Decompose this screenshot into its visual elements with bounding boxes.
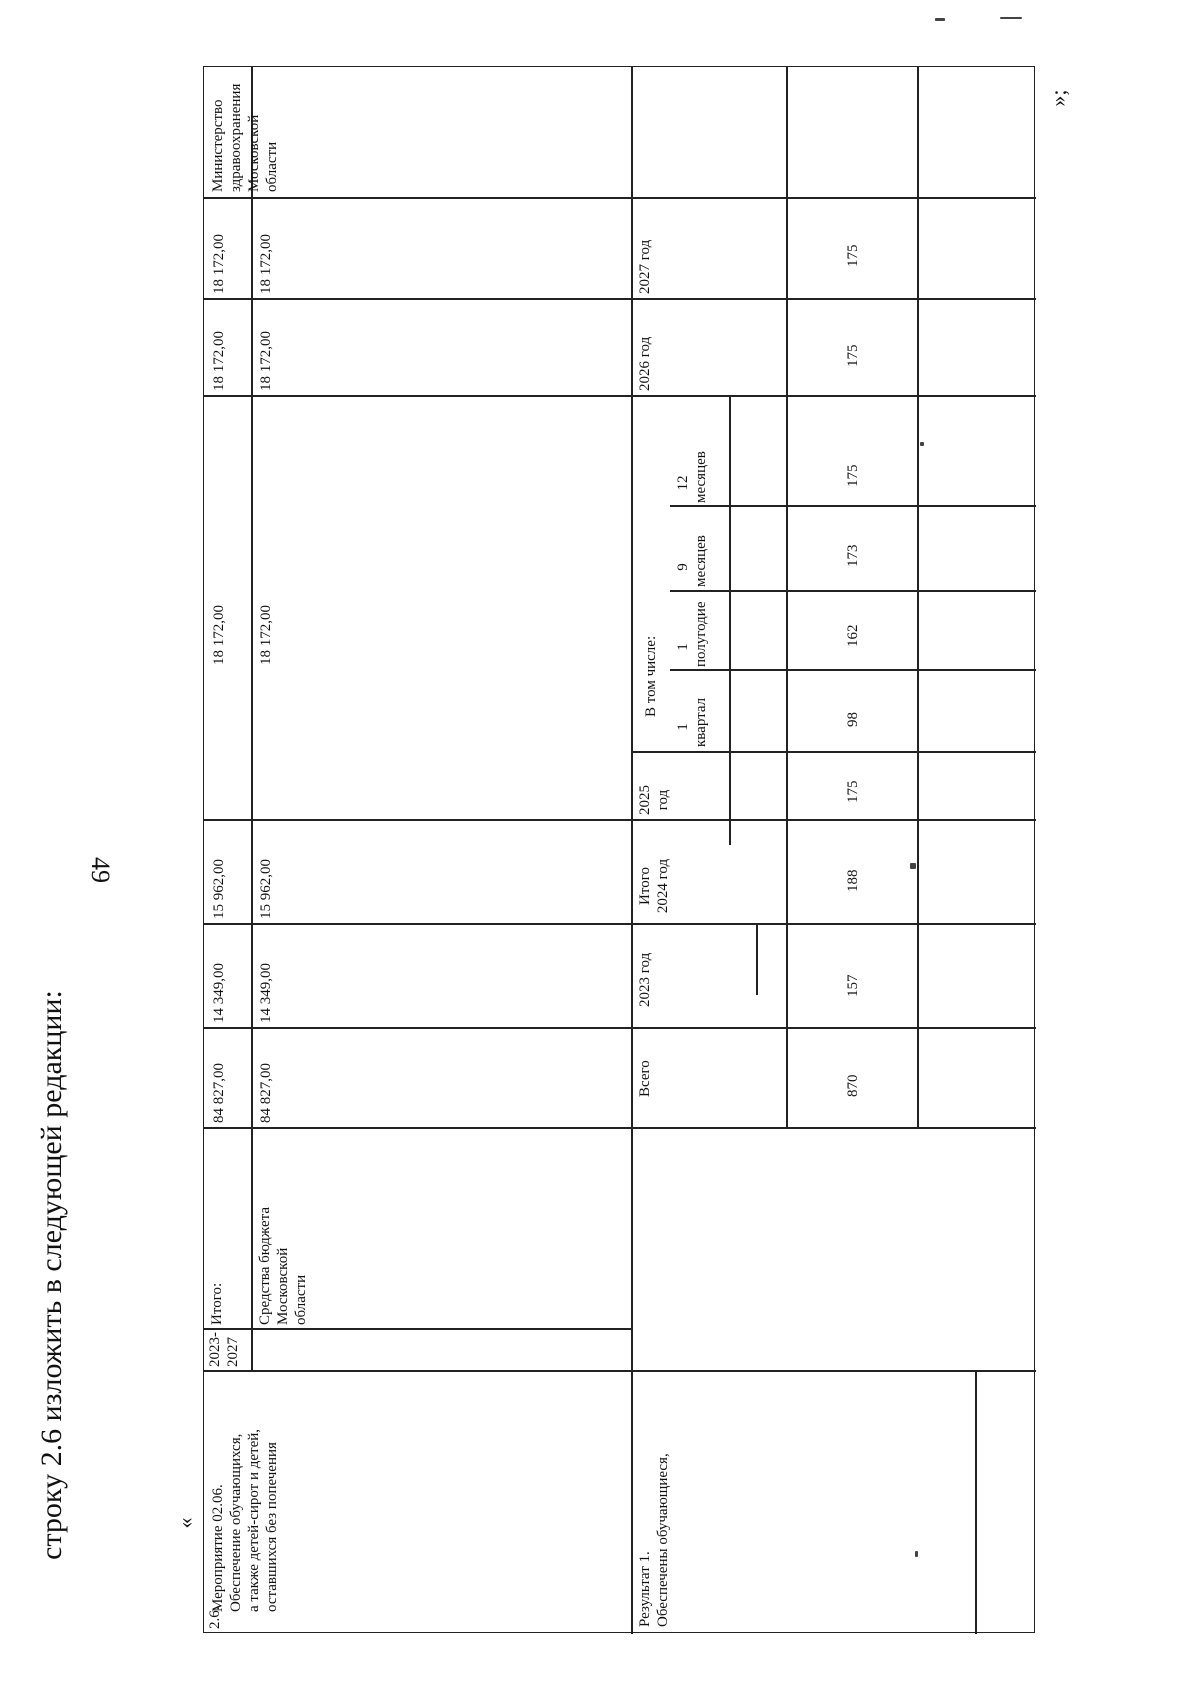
value-q1: 98 bbox=[845, 712, 861, 727]
result-name: Результат 1. Обеспечены обучающиеся, bbox=[637, 1453, 671, 1627]
header-2025: 2025 год bbox=[637, 785, 671, 815]
budget-label: Средства бюджета Московской области bbox=[257, 1206, 309, 1325]
column-line bbox=[204, 395, 1036, 397]
budget-2025-value: 18 172,00 bbox=[258, 605, 274, 665]
total-2024-value: 15 962,00 bbox=[211, 859, 227, 919]
activity-number: 2.6. bbox=[207, 1606, 223, 1629]
column-line bbox=[631, 751, 1036, 753]
sub-row-divider bbox=[786, 67, 788, 1127]
column-line bbox=[670, 505, 1036, 507]
value-2025: 175 bbox=[845, 780, 861, 803]
scan-noise-mark bbox=[1000, 17, 1022, 19]
sub-row-divider bbox=[917, 67, 919, 1127]
header-h1: 1 полугодие bbox=[675, 601, 709, 667]
activity-name: Мероприятие 02.06. Обеспечение обучающихся, а также детей-сирот и детей, оставшихся без попечения bbox=[210, 1428, 280, 1612]
budget-all-value: 84 827,00 bbox=[258, 1063, 274, 1123]
column-line bbox=[670, 590, 1036, 592]
row-divider bbox=[631, 67, 633, 1634]
column-line bbox=[670, 669, 1036, 671]
total-2027-value: 18 172,00 bbox=[211, 234, 227, 294]
column-line bbox=[204, 1328, 631, 1330]
value-2026: 175 bbox=[845, 344, 861, 367]
sub-row-divider bbox=[251, 67, 253, 1370]
column-line bbox=[204, 1127, 1036, 1129]
header-9m: 9 месяцев bbox=[675, 535, 709, 587]
value-9m: 173 bbox=[845, 544, 861, 567]
close-quote: »; bbox=[1045, 89, 1071, 107]
scan-noise-mark bbox=[935, 18, 945, 21]
column-line bbox=[204, 819, 1036, 821]
header-total: Всего bbox=[637, 1060, 653, 1097]
column-line bbox=[204, 197, 1036, 199]
total-label: Итого: bbox=[209, 1282, 225, 1325]
budget-2023-value: 14 349,00 bbox=[258, 963, 274, 1023]
value-12m: 175 bbox=[845, 464, 861, 487]
total-all-value: 84 827,00 bbox=[211, 1063, 227, 1123]
total-2023-value: 14 349,00 bbox=[211, 963, 227, 1023]
header-2027: 2027 год bbox=[637, 239, 653, 294]
sub-row-divider bbox=[756, 923, 758, 995]
value-2024: 188 bbox=[845, 869, 861, 892]
header-2026: 2026 год bbox=[637, 336, 653, 391]
total-2026-value: 18 172,00 bbox=[211, 331, 227, 391]
page-heading: строку 2.6 изложить в следующей редакции: bbox=[35, 990, 68, 1560]
column-line bbox=[204, 1027, 1036, 1029]
header-12m: 12 месяцев bbox=[675, 451, 709, 503]
open-quote: « bbox=[172, 1517, 198, 1529]
sub-row-divider bbox=[975, 1370, 977, 1634]
column-line bbox=[204, 298, 1036, 300]
sub-row-divider bbox=[729, 395, 731, 845]
budget-2024-value: 15 962,00 bbox=[258, 859, 274, 919]
header-2023: 2023 год bbox=[637, 952, 653, 1007]
budget-2027-value: 18 172,00 bbox=[258, 234, 274, 294]
value-h1: 162 bbox=[845, 624, 861, 647]
column-line bbox=[204, 1370, 1036, 1372]
header-2024: Итого 2024 год bbox=[637, 858, 671, 914]
total-2025-value: 18 172,00 bbox=[211, 605, 227, 665]
value-2023: 157 bbox=[845, 974, 861, 997]
header-q1: 1 квартал bbox=[675, 697, 709, 747]
executor: Министерство здравоохранения Московской области bbox=[210, 83, 280, 192]
budget-2026-value: 18 172,00 bbox=[258, 331, 274, 391]
value-total: 870 bbox=[845, 1074, 861, 1097]
activity-period: 2023-2027 bbox=[207, 1332, 241, 1367]
header-including: В том числе: bbox=[643, 635, 659, 717]
rotated-table bbox=[203, 66, 1035, 1633]
value-2027: 175 bbox=[845, 244, 861, 267]
column-line bbox=[204, 923, 1036, 925]
page-number: 49 bbox=[86, 857, 115, 883]
